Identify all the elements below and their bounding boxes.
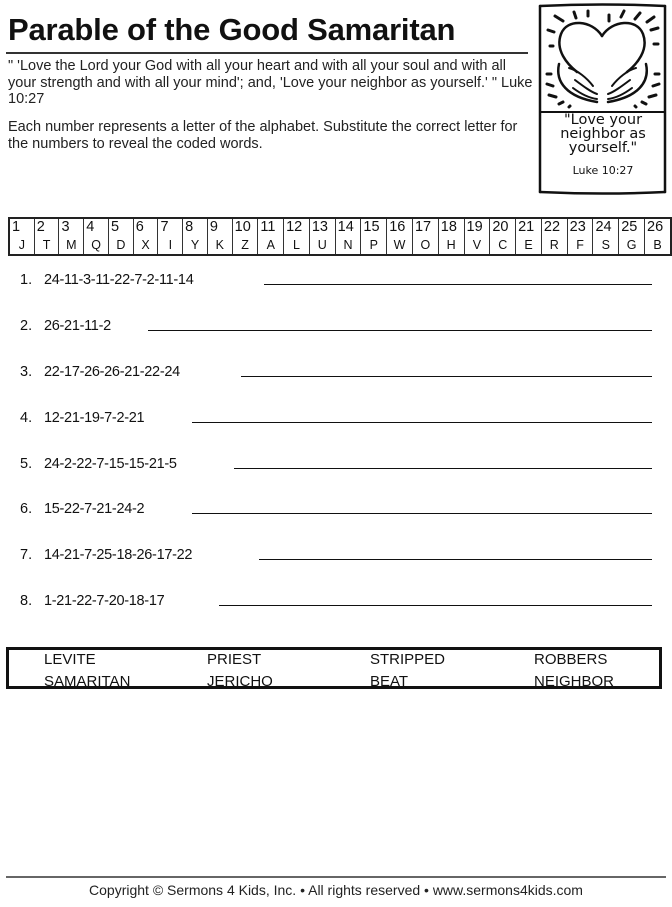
page-title: Parable of the Good Samaritan	[8, 12, 456, 47]
cipher-number: 18	[438, 218, 464, 237]
cipher-number: 11	[258, 218, 284, 237]
cipher-number: 26	[645, 218, 672, 237]
question-number: 1.	[20, 272, 33, 288]
answer-line[interactable]	[264, 284, 652, 285]
cipher-number: 22	[541, 218, 567, 237]
cipher-number: 21	[516, 218, 542, 237]
cipher-letter: R	[541, 237, 567, 255]
cipher-number: 19	[464, 218, 490, 237]
cipher-letter: F	[567, 237, 593, 255]
title-divider	[6, 52, 528, 54]
instructions: Each number represents a letter of the alphabet. Substitute the correct letter for the numbers to reveal the coded words.	[8, 119, 518, 152]
cipher-letter: E	[516, 237, 542, 255]
cipher-number: 14	[335, 218, 361, 237]
cipher-number: 6	[133, 218, 158, 237]
cipher-number: 8	[183, 218, 208, 237]
word-bank-item: PRIEST	[207, 651, 262, 668]
cipher-number: 12	[284, 218, 310, 237]
cipher-letter: P	[361, 237, 387, 255]
word-bank-item: STRIPPED	[370, 651, 446, 668]
question-row	[20, 410, 652, 434]
cipher-letter: G	[619, 237, 645, 255]
question-row	[20, 364, 652, 388]
word-bank-item: NEIGHBOR	[534, 673, 615, 690]
cipher-letter: Y	[183, 237, 208, 255]
footer-divider	[6, 876, 666, 878]
word-bank-item: JERICHO	[207, 673, 273, 690]
answer-line[interactable]	[192, 422, 652, 423]
cipher-letter: I	[158, 237, 183, 255]
illustration-quote: "Love your neighbor as yourself."	[560, 112, 646, 156]
answer-line[interactable]	[241, 376, 652, 377]
cipher-number: 3	[59, 218, 84, 237]
question-row	[20, 501, 652, 525]
cipher-letter: V	[464, 237, 490, 255]
cipher-numbers-row	[9, 218, 671, 237]
illustration-reference: Luke 10:27	[572, 164, 634, 177]
question-code: 26-21-11-2	[44, 318, 111, 334]
question-code: 15-22-7-21-24-2	[44, 501, 145, 517]
question-number: 8.	[20, 593, 33, 609]
cipher-number: 5	[108, 218, 133, 237]
cipher-letters-row	[9, 237, 671, 255]
cipher-number: 9	[207, 218, 232, 237]
cipher-number: 7	[158, 218, 183, 237]
cipher-letter: H	[438, 237, 464, 255]
question-number: 7.	[20, 547, 33, 563]
cipher-number: 17	[412, 218, 438, 237]
footer-copyright: Copyright © Sermons 4 Kids, Inc. • All rights reserved • www.sermons4kids.com	[89, 882, 583, 898]
cipher-number: 1	[9, 218, 34, 237]
cipher-number: 24	[593, 218, 619, 237]
cipher-letter: L	[284, 237, 310, 255]
cipher-number: 13	[309, 218, 335, 237]
question-code: 24-11-3-11-22-7-2-11-14	[44, 272, 194, 288]
question-row	[20, 456, 652, 480]
question-row	[20, 593, 652, 617]
cipher-key-table	[8, 217, 672, 256]
question-number: 3.	[20, 364, 33, 380]
cipher-number: 4	[84, 218, 109, 237]
answer-line[interactable]	[219, 605, 652, 606]
word-bank-item: ROBBERS	[534, 651, 608, 668]
question-code: 1-21-22-7-20-18-17	[44, 593, 165, 609]
question-code: 24-2-22-7-15-15-21-5	[44, 456, 177, 472]
word-bank	[6, 647, 662, 689]
answer-line[interactable]	[148, 330, 652, 331]
cipher-number: 25	[619, 218, 645, 237]
cipher-letter: K	[207, 237, 232, 255]
cipher-number: 23	[567, 218, 593, 237]
question-code: 22-17-26-26-21-22-24	[44, 364, 180, 380]
cipher-letter: Q	[84, 237, 109, 255]
word-bank-item: SAMARITAN	[44, 673, 131, 690]
cipher-letter: W	[387, 237, 413, 255]
cipher-letter: N	[335, 237, 361, 255]
question-code: 14-21-7-25-18-26-17-22	[44, 547, 193, 563]
cipher-letter: D	[108, 237, 133, 255]
cipher-letter: C	[490, 237, 516, 255]
answer-line[interactable]	[192, 513, 652, 514]
question-row	[20, 318, 652, 342]
cipher-number: 2	[34, 218, 59, 237]
cipher-letter: X	[133, 237, 158, 255]
cipher-letter: Z	[232, 237, 258, 255]
question-number: 2.	[20, 318, 33, 334]
question-number: 4.	[20, 410, 33, 426]
cipher-number: 20	[490, 218, 516, 237]
question-row	[20, 547, 652, 571]
answer-line[interactable]	[234, 468, 652, 469]
question-row	[20, 272, 652, 296]
cipher-number: 10	[232, 218, 258, 237]
word-bank-item: LEVITE	[44, 651, 96, 668]
question-number: 5.	[20, 456, 33, 472]
cipher-letter: B	[645, 237, 672, 255]
cipher-letter: A	[258, 237, 284, 255]
cipher-number: 16	[387, 218, 413, 237]
cipher-letter: O	[412, 237, 438, 255]
question-number: 6.	[20, 501, 33, 517]
word-bank-item: BEAT	[370, 673, 409, 690]
cipher-letter: J	[9, 237, 34, 255]
cipher-letter: U	[309, 237, 335, 255]
cipher-letter: T	[34, 237, 59, 255]
cipher-letter: M	[59, 237, 84, 255]
scripture-verse: " 'Love the Lord your God with all your heart and with all your soul and with all your strength and with all your mind'; and, 'Love your neighbor as yourself.' " Luke 10:27	[8, 58, 533, 107]
cipher-number: 15	[361, 218, 387, 237]
question-code: 12-21-19-7-2-21	[44, 410, 145, 426]
illustration-caption	[541, 113, 665, 177]
answer-line[interactable]	[259, 559, 652, 560]
cipher-letter: S	[593, 237, 619, 255]
